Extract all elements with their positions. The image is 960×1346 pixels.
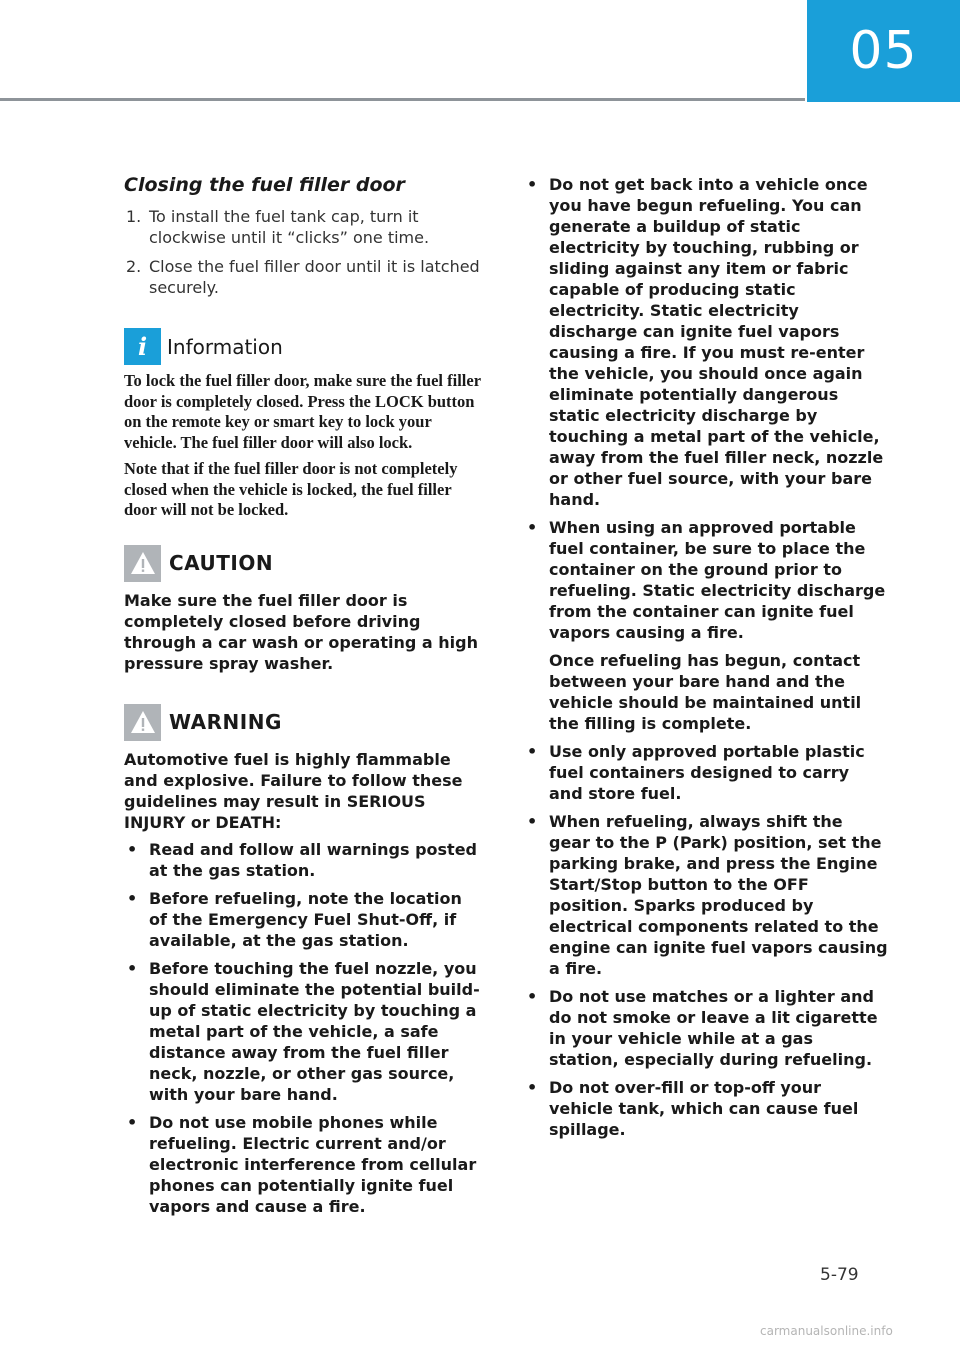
- warning-triangle-icon: [124, 704, 161, 741]
- list-item: • Before refueling, note the location of the Emergency Fuel Shut-Off, if available, at the gas station.: [127, 888, 462, 950]
- list-item: • Read and follow all warnings posted at the gas station.: [127, 839, 478, 880]
- header-divider: [0, 98, 805, 101]
- list-item: • Before touching the fuel nozzle, you should eliminate the potential build-up of static electricity by touching a metal part of the vehicle, a safe distance away from the fuel filler neck, nozzle, or other gas source, with your bare hand.: [127, 958, 480, 1104]
- watermark: carmanualsonline.info: [760, 1324, 893, 1338]
- warning-header: [124, 704, 484, 741]
- chapter-tab: [807, 0, 960, 102]
- list-item: • When using an approved portable fuel container, be sure to place the container on the ground prior to refueling. Static electricity discharge from the container can ignite fuel vapors causing a fire.: [527, 518, 886, 642]
- chapter-number: 05: [849, 21, 918, 81]
- caution-title: CAUTION: [169, 551, 274, 575]
- information-icon: i: [124, 328, 161, 365]
- caution-header: [124, 545, 484, 582]
- info-paragraph: Note that if the fuel filler door is not completely closed when the vehicle is locked, the fuel filler door will not be locked.: [124, 459, 458, 519]
- list-item: • When refueling, always shift the gear to the P (Park) position, set the parking brake, and press the Engine Start/Stop button to the OFF position. Sparks produced by electrical components related to the engine can ignite fuel vapors causing a fire.: [527, 812, 888, 978]
- section-title: Closing the fuel filler door: [124, 174, 405, 196]
- info-title: Information: [167, 334, 283, 359]
- list-item: • Do not get back into a vehicle once you have begun refueling. You can generate a buildup of static electricity by touching, rubbing or sliding against any item or fabric capable of producing static electricity. Static electricity discharge can ignite fuel vapors causing a fire. If you must re-enter the vehicle, you should once again eliminate potentially dangerous static electricity discharge by touching a metal part of the vehicle, away from the fuel filler neck, nozzle or other fuel source, with your bare hand.: [527, 175, 884, 509]
- warning-title: WARNING: [169, 710, 282, 734]
- warning-triangle-icon: [124, 545, 161, 582]
- step-item: 1. To install the fuel tank cap, turn it clockwise until it “clicks” one time.: [126, 207, 430, 247]
- info-paragraph: To lock the fuel filler door, make sure the fuel filler door is completely closed. Press the LOCK button on the remote key or smart key to lock your vehicle. The fuel filler door will also lock.: [124, 371, 481, 452]
- right-bullets: [524, 174, 888, 643]
- right-column: [524, 170, 888, 1147]
- sub-paragraph: Once refueling has begun, contact between your bare hand and the vehicle should be maintained until the filling is complete.: [549, 651, 862, 733]
- step-item: 2. Close the fuel filler door until it is latched securely.: [126, 257, 480, 297]
- page-number: 5-79: [820, 1265, 859, 1285]
- right-bullets-2: [524, 741, 888, 1140]
- info-header: [124, 328, 484, 365]
- list-item: • Do not over-fill or top-off your vehicle tank, which can cause fuel spillage.: [527, 1078, 859, 1139]
- steps-list: [124, 206, 484, 298]
- left-column: [124, 168, 484, 1224]
- list-item: • Do not use matches or a lighter and do not smoke or leave a lit cigarette in your vehicle while at a gas station, especially during refueling.: [527, 987, 878, 1069]
- list-item: • Use only approved portable plastic fuel containers designed to carry and store fuel.: [527, 742, 865, 803]
- caution-text: Make sure the fuel filler door is completely closed before driving through a car wash or operating a high pressure spray washer.: [124, 590, 478, 673]
- list-item: • Do not use mobile phones while refueling. Electric current and/or electronic interference from cellular phones can potentially ignite fuel vapors and cause a fire.: [127, 1112, 477, 1216]
- warning-text: Automotive fuel is highly flammable and explosive. Failure to follow these guidelines may result in SERIOUS INJURY or DEATH:: [124, 749, 463, 832]
- warning-bullets: [124, 839, 484, 1217]
